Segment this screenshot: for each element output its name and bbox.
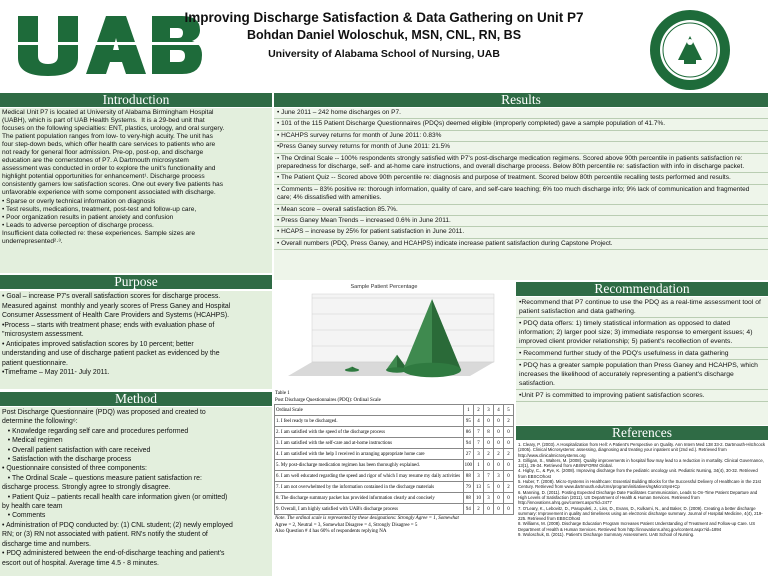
table-count-cell: 86	[463, 427, 473, 438]
table-caption-1: Table 1	[275, 391, 290, 396]
method-line: Post Discharge Questionnaire (PDQ) was proposed and created to	[2, 409, 206, 416]
table-count-cell: 0	[494, 438, 504, 449]
table-question-cell: 7. I am not overwhelmed by the information contained in the discharge materials	[275, 482, 464, 493]
purpose-line: •Timeframe – May 2011- July 2011.	[2, 369, 110, 376]
table-count-cell: 0	[484, 460, 494, 471]
purpose-line: Measured against monthly and yearly scores of Press Ganey and Hospital	[2, 302, 231, 310]
table-count-cell: 2	[504, 482, 514, 493]
method-text	[0, 407, 272, 569]
table-count-cell: 1	[463, 405, 473, 416]
method-line: • The Ordinal Scale – questions measure patient satisfaction re:	[2, 474, 202, 482]
table-count-cell: 2	[494, 449, 504, 460]
recommendation-panel	[516, 297, 768, 425]
results-header: Results	[274, 93, 768, 107]
ordinal-scale-table	[274, 404, 514, 515]
table-count-cell: 2	[484, 449, 494, 460]
university-seal	[648, 8, 732, 92]
introduction-line: consistently garners low satisfaction scores. One out every five patients has	[2, 181, 223, 189]
method-line: escort out of hospital. Average time 4.5 - 8 minutes.	[2, 559, 159, 567]
table-question-cell: 1. I feel ready to be discharged.	[275, 416, 464, 427]
method-header: Method	[0, 392, 272, 406]
introduction-header: Introduction	[0, 93, 272, 107]
reference-item: 4. Higby, C., & Pye, K. (2008). Improving discharge from the pediatric oncology unit. Pediatric Nursing, 34(4), 30-32. Retrieved from EBSCOhost	[518, 468, 758, 479]
table-question-cell: 4. I am satisfied with the help I received in arranging appropriate home care	[275, 449, 464, 460]
table-count-cell: 0	[504, 504, 514, 515]
table-question-cell: 3. I am satisfied with the self-care and at-home instructions	[275, 438, 464, 449]
reference-item: 3. Gilligan, S., Walters, M. (2008). Quality improvements in hospital flow may lead to a reduction in mortality. Clinical Governance, 13(1), 26-34. Retrieved from ABI/INFORM Global.	[518, 457, 764, 469]
table-question-cell: Ordinal Scale	[275, 405, 464, 416]
purpose-panel	[0, 291, 272, 389]
table-count-cell: 3	[484, 405, 494, 416]
table-row	[275, 471, 514, 482]
method-line: • Knowledge regarding self care and procedures performed	[2, 427, 189, 435]
method-line: discharge process. Strongly agree to strongly disagree.	[2, 484, 171, 492]
table-count-cell: 0	[504, 427, 514, 438]
table-count-cell: 5	[504, 405, 514, 416]
table-row	[275, 438, 514, 449]
reference-item: 6. Manning, D. (2011). Posting Expected Discharge Date Facilitates Communication, Leads to On-Time Patient Departure and High Levels of Satisfaction (2011). US Department of Health & Human Services. Retrieved from http://innovations.ahrq.gov/content.aspx?id=2477	[518, 489, 758, 506]
table-count-cell: 88	[463, 471, 473, 482]
table-note-3: Also Question # 4 has 60% of respondents replying NA	[275, 529, 387, 534]
table-row	[275, 460, 514, 471]
method-line: • Overall patient satisfaction with care received	[2, 446, 151, 454]
purpose-line: •Process – starts with treatment phase; ends with evaluation phase of	[2, 321, 215, 329]
table-count-cell: 7	[474, 427, 484, 438]
table-count-cell: 100	[463, 460, 473, 471]
table-count-cell: 0	[484, 504, 494, 515]
results-item: • Comments – 83% positive re: thorough information, quality of care, and self-care teaching; 6% too much discharge info; 9% lack of communication and fragmented care; 4% dissatisfied with amenities.	[274, 185, 768, 205]
table-count-cell: 0	[494, 482, 504, 493]
table-count-cell: 10	[474, 493, 484, 504]
table-header-row	[275, 405, 514, 416]
table-question-cell: 8. The discharge summary packet has provided information clearly and concisely	[275, 493, 464, 504]
table-count-cell: 0	[504, 471, 514, 482]
chart-title: Sample Patient Percentage	[350, 284, 418, 290]
table-row	[275, 504, 514, 515]
references-list	[516, 441, 768, 538]
results-item: •Press Ganey survey returns for month of June 2011: 21.5%	[274, 142, 768, 153]
recommendation-item: • PDQ data offers: 1) timely statistical information as opposed to dated information; 2) larger pool size; 3) immediate response to emergent issues; 4) improved client provider relationship; 5) patient's recollection of events.	[516, 318, 768, 348]
table-count-cell: 95	[463, 416, 473, 427]
table-count-cell: 0	[484, 416, 494, 427]
table-note-2: Agree = 2, Neutral = 3, Somewhat Disagree = 4, Strongly Disagree = 5	[275, 522, 418, 528]
method-line: • Medical regimen	[2, 437, 63, 445]
method-line: • PDQ administered between the end-of-discharge teaching and patient's	[2, 550, 225, 558]
method-line: determine the following⁶:	[2, 418, 78, 426]
method-line: • Comments	[2, 512, 46, 520]
chart-cone-base	[345, 368, 359, 372]
poster-title: Improving Discharge Satisfaction & Data Gathering on Unit P7	[184, 10, 584, 25]
table-count-cell: 2	[504, 449, 514, 460]
recommendation-header: Recommendation	[516, 282, 768, 296]
introduction-line: four step-down beds, which offer health care services to patients who are	[2, 141, 216, 149]
table-count-cell: 3	[474, 449, 484, 460]
method-line: • Satisfaction with the discharge process	[2, 456, 132, 464]
table-caption-2: Post Discharge Questionnaires (PDQ): Ordinal Scale	[275, 398, 381, 403]
method-line: RN; or (3) RN not associated with patient. RN's notify the student of	[2, 531, 208, 539]
introduction-text	[0, 108, 272, 247]
method-line: • Patient Quiz – patients recall health care information given (or omitted)	[2, 493, 228, 501]
table-count-cell: 0	[494, 416, 504, 427]
chart-cone-base	[403, 363, 461, 378]
results-item: • The Ordinal Scale -- 100% respondents strongly satisfied with P7's post-discharge medication regimens. Scored above 90th percentile in patients satisfaction re: preparedness for discharge, self- and at-home care instructions, and overall discharge process. Below 80th percentile re: satisfaction with info in discharge packet.	[274, 154, 768, 174]
table-count-cell: 1	[474, 460, 484, 471]
introduction-panel	[0, 108, 272, 273]
purpose-header: Purpose	[0, 275, 272, 289]
table-question-cell: 6. I am well educated regarding the speed and rigor of which I may resume my daily activities	[275, 471, 464, 482]
introduction-line: • Test results, medications, treatment, post-test and follow-up care,	[2, 205, 197, 213]
purpose-line: Consumer Assessment of Health Care Providers and Systems (HCAHPS).	[2, 312, 230, 319]
ordinal-scale-table-wrap	[274, 390, 514, 576]
introduction-line: • Leads to adverse perception of discharge process.	[2, 221, 154, 229]
results-item: • Mean score – overall satisfaction 85.7%.	[274, 205, 768, 216]
purpose-line: understanding and use of discharge patient packet as evidenced by the	[2, 350, 220, 357]
table-row	[275, 427, 514, 438]
reference-item: 8. Williams, M. (2008). Discharge Education Program Increases Patient Understanding of Treatment and Follow-up Care. US Department of Health & Human Services. Retrieved from http://innovations.ahrq.gov/content.aspx?id=1894	[518, 521, 756, 532]
results-item: • HCAHPS survey returns for month of June 2011: 0.83%	[274, 131, 768, 142]
purpose-line: "microsystem assessment.	[2, 331, 84, 338]
table-count-cell: 2	[474, 504, 484, 515]
introduction-line: Medical Unit P7 is located at University of Alabama Birmingham Hospital	[2, 109, 214, 116]
introduction-line: • Poor organization results in patient anxiety and confusion	[2, 213, 174, 221]
introduction-line: The patient population ranges from low- to very-high acuity. The unit has	[2, 133, 213, 141]
reference-item: 1. Cleary, P. (2003). A Hospitalization from Hell: A Patient's Perspective on Quality. Ann Intern Med 138 33-2. Dartmouth-Hitchcock (2005). Clinical Microsystems: assessing, diagnosing and treating your inpatient unit (2nd ed.). Retrieved from http://www.clinicalmicrosystems.org	[518, 442, 766, 458]
method-line: discharge time and numbers.	[2, 540, 91, 548]
introduction-line: Insufficient data collected re: these experiences. Sample sizes are	[2, 229, 196, 237]
table-count-cell: 5	[484, 482, 494, 493]
table-question-cell: 2. I am satisfied with the speed of the discharge process	[275, 427, 464, 438]
table-count-cell: 7	[474, 438, 484, 449]
introduction-line: • Sparse or overly technical information on diagnosis	[2, 197, 156, 205]
table-count-cell: 0	[494, 504, 504, 515]
purpose-line: patient questionnaire.	[2, 359, 68, 367]
introduction-line: underrepresented²·³.	[2, 237, 63, 245]
table-count-cell: 0	[504, 493, 514, 504]
table-count-cell: 7	[484, 471, 494, 482]
table-count-cell: 0	[504, 438, 514, 449]
table-count-cell: 2	[474, 405, 484, 416]
table-count-cell: 8	[484, 427, 494, 438]
introduction-line: (UABH), which is part of UAB Health Systems. It is a 29-bed unit that	[2, 117, 205, 125]
table-count-cell: 3	[484, 493, 494, 504]
poster-authors: Bohdan Daniel Woloschuk, MSN, CNL, RN, BS	[246, 28, 522, 42]
results-chart	[274, 280, 514, 388]
table-row	[275, 416, 514, 427]
table-row	[275, 493, 514, 504]
method-line: • Administration of PDQ conducted by: (1) CNL student; (2) newly employed	[2, 521, 233, 529]
table-count-cell: 94	[463, 438, 473, 449]
table-row	[275, 482, 514, 493]
references-panel	[516, 441, 768, 576]
table-count-cell: 4	[494, 405, 504, 416]
introduction-line: highlight potential opportunities for enhancement¹. Discharge process	[2, 173, 205, 181]
recommendation-item: • PDQ has a greater sample population than Press Ganey and HCAHPS, which increases the likelihood of accurately representing a patient's discharge satisfaction.	[516, 360, 768, 390]
table-count-cell: 13	[474, 482, 484, 493]
recommendation-item: •Unit P7 is committed to improving patient satisfaction scores.	[516, 390, 768, 402]
recommendation-item: •Recommend that P7 continue to use the PDQ as a real-time assessment tool of patient satisfaction and data gathering.	[516, 297, 768, 318]
table-note-1: Note. The ordinal scale is represented by these designations: Strongly Agree = 1, Somewhat	[275, 516, 459, 521]
introduction-line: assessment was conducted in order to explore the unit's functionality and	[2, 165, 216, 173]
reference-item: 5. Huber, T. (2008). Micro-Systems in Healthcare: Essential Building Blocks for the Successful Delivery of Healthcare in the 21st Century. Retrieved from www.dartmouth.edu/cms/program/initiatives/ngMicroSysHCp	[518, 479, 761, 490]
recommendation-item: • Recommend further study of the PDQ's usefulness in data gathering	[516, 348, 768, 360]
table-count-cell: 79	[463, 482, 473, 493]
table-count-cell: 0	[494, 427, 504, 438]
introduction-line: education are the cornerstones of P7. A Dartmouth microsystem	[2, 157, 189, 165]
table-count-cell: 0	[484, 438, 494, 449]
method-line: • Questionnaire consisted of three components:	[2, 465, 147, 473]
introduction-line: focuses on the following specialties: ENT, plastics, urology, and oral surgery.	[2, 125, 225, 133]
table-count-cell: 3	[494, 471, 504, 482]
recommendation-list	[516, 297, 768, 402]
reference-item: 9. Woloschuk, B. (2011). Patient's Discharge Summary Assessment. UAB School of Nursing.	[518, 532, 695, 538]
table-question-cell: 9. Overall, I am highly satisfied with UAB's discharge process	[275, 504, 464, 515]
table-row	[275, 449, 514, 460]
results-item: • The Patient Quiz -- Scored above 90th percentile re: diagnosis and purpose of treatment. Scored below 80th percentile recalling tests performed and results.	[274, 173, 768, 184]
table-count-cell: 4	[474, 416, 484, 427]
results-item: • June 2011 – 242 home discharges on P7.	[274, 108, 768, 119]
introduction-line: not ready for general floor admission. Pre-op, post-op, and discharge	[2, 149, 204, 157]
table-count-cell: 0	[504, 460, 514, 471]
method-panel	[0, 407, 272, 576]
table-count-cell: 3	[474, 471, 484, 482]
introduction-line: unfavorable experience with some component associated with discharge.	[2, 189, 216, 197]
purpose-line: • Goal – increase P7's overall satisfaction scores for discharge process.	[2, 293, 221, 300]
table-count-cell: 88	[463, 493, 473, 504]
table-question-cell: 5. My post-discharge medication regimen has been thoroughly explained.	[275, 460, 464, 471]
purpose-line: • Anticipates improved satisfaction scores by 10 percent; better	[2, 340, 194, 348]
purpose-text	[0, 291, 272, 379]
results-item: • HCAPS – increase by 25% for patient satisfaction in June 2011.	[274, 227, 768, 238]
results-list	[274, 108, 768, 250]
references-header: References	[516, 426, 768, 440]
table-count-cell: 0	[494, 460, 504, 471]
table-count-cell: 27	[463, 449, 473, 460]
results-item: • Press Ganey Mean Trends – increased 0.6% in June 2011.	[274, 216, 768, 227]
results-item: • 101 of the 115 Patient Discharge Questionnaires (PDQs) deemed eligible (improperly completed) gave a sample population of 41.7%.	[274, 119, 768, 130]
poster-school: University of Alabama School of Nursing, UAB	[268, 48, 500, 60]
table-count-cell: 0	[494, 493, 504, 504]
results-item: • Overall numbers (PDQ, Press Ganey, and HCAHPS) indicate increase patient satisfaction during Capstone Project.	[274, 239, 768, 250]
table-count-cell: 94	[463, 504, 473, 515]
chart-back-wall	[312, 294, 494, 362]
results-panel	[274, 108, 768, 280]
reference-item: 7. O'Leary, K., Lebovitz, D., Pasupuleti, J., Liss, D., Evans, D., Kulkarni, N., and Baker, D. (2009). Creating a better discharge summary: Improvement in quality and timeliness using an electronic discharge summary. Journal of Hospital Medicine, 4(4), 219-225. Retrieved from EBSCOhost	[518, 505, 763, 522]
method-line: by health care team	[2, 503, 63, 511]
table-count-cell: 2	[504, 416, 514, 427]
